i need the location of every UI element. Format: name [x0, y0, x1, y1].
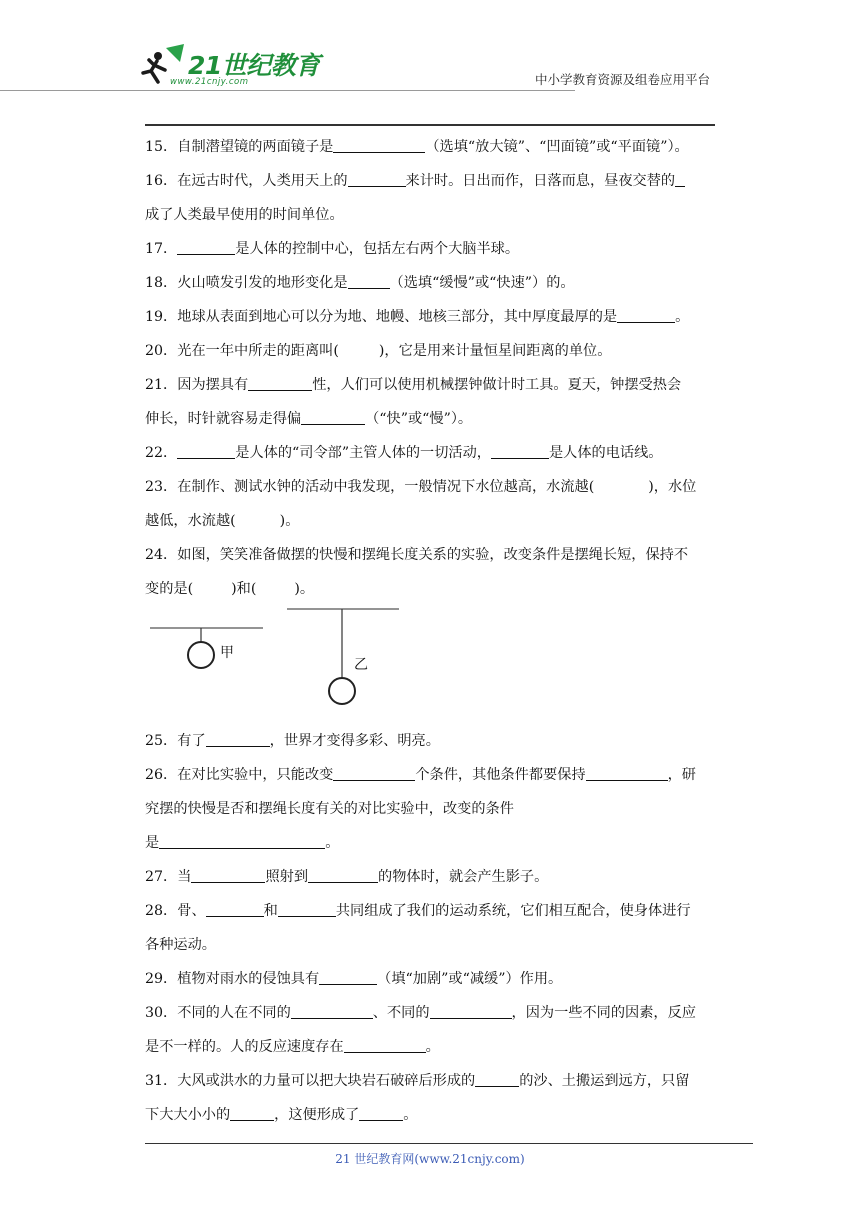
pendulum-figure	[145, 606, 715, 724]
footer-divider	[145, 1143, 753, 1144]
answer-blank[interactable]	[248, 372, 312, 391]
question-18: 18．火山喷发引发的地形变化是 （选填“缓慢”或“快速”）的。	[145, 266, 715, 300]
pendulum-label-yi: 乙	[354, 657, 368, 673]
logo-text: 21世纪教育	[188, 51, 320, 80]
question-16: 16．在远古时代，人类用天上的 来计时。日出而作，日落而息，昼夜交替的	[145, 164, 715, 198]
question-19: 19．地球从表面到地心可以分为地、地幔、地核三部分，其中厚度最厚的是 。	[145, 300, 715, 334]
question-21-cont: 伸长，时针就容易走得偏 （“快”或“慢”）。	[145, 402, 715, 436]
question-17: 17． 是人体的控制中心，包括左右两个大脑半球。	[145, 232, 715, 266]
question-15: 15．自制潜望镜的两面镜子是 （选填“放大镜”、“凹面镜”或“平面镜”）。	[145, 130, 715, 164]
question-27: 27．当 照射到 的物体时，就会产生影子。	[145, 860, 715, 894]
answer-blank[interactable]	[675, 168, 685, 187]
header-divider	[145, 124, 715, 126]
question-21: 21．因为摆具有 性，人们可以使用机械摆钟做计时工具。夏天，钟摆受热会	[145, 368, 715, 402]
pendulum-diagram	[145, 606, 445, 724]
question-31: 31．大风或洪水的力量可以把大块岩石破碎后形成的 的沙、土搬运到远方，只留	[145, 1064, 715, 1098]
answer-blank[interactable]	[206, 728, 270, 747]
answer-blank[interactable]	[344, 1034, 426, 1053]
answer-blank[interactable]	[491, 440, 549, 459]
question-20: 20．光在一年中所走的距离叫( )，它是用来计量恒星间距离的单位。	[145, 343, 612, 359]
answer-blank[interactable]	[308, 864, 378, 883]
question-29: 29．植物对雨水的侵蚀具有 （填“加剧”或“减缓”）作用。	[145, 962, 715, 996]
question-24: 24．如图，笑笑准备做摆的快慢和摆绳长度关系的实验，改变条件是摆绳长短，保持不	[145, 547, 689, 563]
question-30: 30．不同的人在不同的 、不同的 ，因为一些不同的因素，反应	[145, 996, 715, 1030]
page-header	[0, 0, 860, 128]
question-31-cont: 下大大小小的 ，这便形成了 。	[145, 1098, 715, 1132]
site-logo	[140, 44, 320, 96]
answer-blank[interactable]	[475, 1068, 519, 1087]
header-slogan: 中小学教育资源及组卷应用平台	[534, 72, 710, 87]
question-23-cont: 越低，水流越( )。	[145, 513, 300, 529]
question-28: 28．骨、 和 共同组成了我们的运动系统，它们相互配合，使身体进行	[145, 894, 715, 928]
answer-blank[interactable]	[333, 134, 425, 153]
answer-blank[interactable]	[177, 440, 235, 459]
answer-blank[interactable]	[430, 1000, 512, 1019]
answer-blank[interactable]	[617, 304, 675, 323]
logo-underline	[0, 90, 575, 91]
answer-blank[interactable]	[159, 830, 325, 849]
answer-blank[interactable]	[278, 898, 336, 917]
question-16-cont: 成了人类最早使用的时间单位。	[145, 207, 344, 223]
question-25: 25．有了 ，世界才变得多彩、明亮。	[145, 724, 715, 758]
pendulum-label-jia: 甲	[220, 645, 234, 661]
answer-blank[interactable]	[301, 406, 365, 425]
answer-blank[interactable]	[348, 168, 406, 187]
question-30-cont: 是不一样的。人的反应速度存在 。	[145, 1030, 715, 1064]
question-26-cont: 究摆的快慢是否和摆绳长度有关的对比实验中，改变的条件	[145, 801, 514, 817]
answer-blank[interactable]	[319, 966, 377, 985]
answer-blank[interactable]	[191, 864, 265, 883]
answer-blank[interactable]	[206, 898, 264, 917]
answer-blank[interactable]	[333, 762, 415, 781]
logo-url: www.21cnjy.com	[170, 77, 249, 87]
question-26-cont2: 是 。	[145, 826, 715, 860]
question-22: 22． 是人体的“司令部”主管人体的一切活动， 是人体的电话线。	[145, 436, 715, 470]
answer-blank[interactable]	[348, 270, 390, 289]
question-28-cont: 各种运动。	[145, 937, 216, 953]
answer-blank[interactable]	[177, 236, 235, 255]
question-list	[145, 130, 715, 1132]
answer-blank[interactable]	[291, 1000, 373, 1019]
question-23: 23．在制作、测试水钟的活动中我发现，一般情况下水位越高，水流越( )，水位	[145, 479, 697, 495]
answer-blank[interactable]	[230, 1102, 274, 1121]
footer-text: 21 世纪教育网(www.21cnjy.com)	[335, 1152, 525, 1166]
answer-blank[interactable]	[359, 1102, 403, 1121]
answer-blank[interactable]	[586, 762, 668, 781]
question-26: 26．在对比实验中，只能改变 个条件，其他条件都要保持 ，研	[145, 758, 715, 792]
question-24-cont: 变的是( )和( )。	[145, 581, 315, 597]
